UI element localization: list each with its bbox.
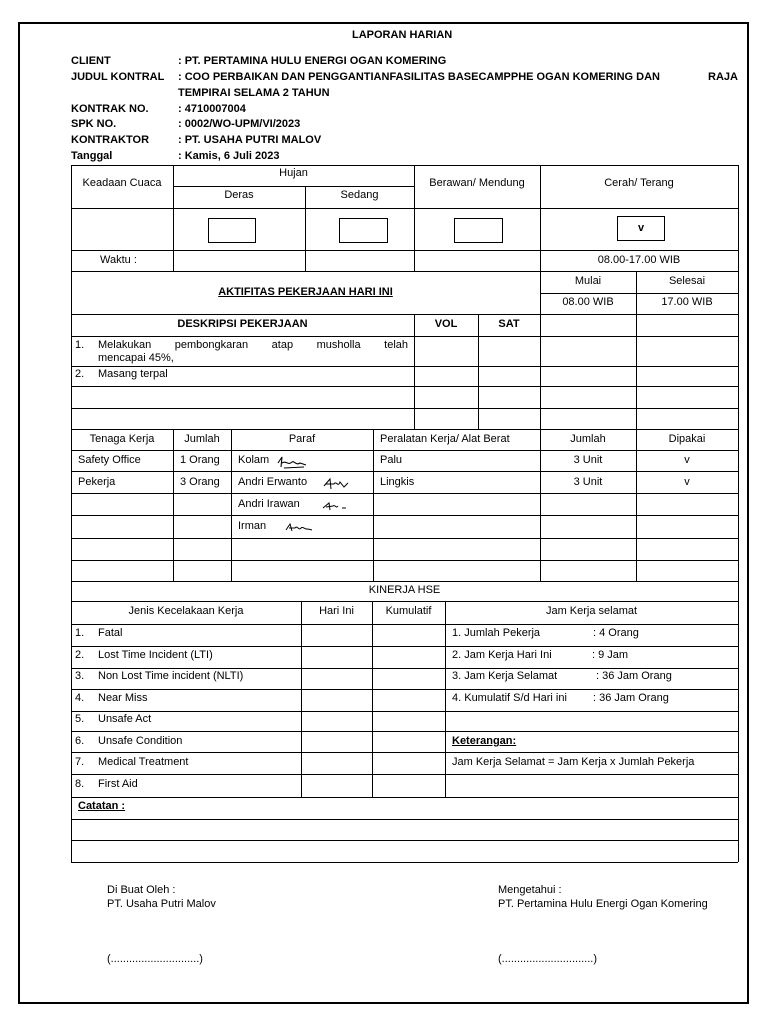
tanggal-value: : Kamis, 6 Juli 2023 — [178, 150, 280, 162]
selesai-label: Selesai — [668, 275, 706, 287]
weather-hujan: Hujan — [279, 167, 308, 179]
hse-item-2-label: Lost Time Incident (LTI) — [98, 649, 213, 661]
judul-value-line1: : COO PERBAIKAN DAN PENGGANTIANFASILITAS BASECAMPPHE OGAN KOMERING DAN — [178, 71, 660, 83]
spk-label: SPK NO. — [71, 118, 117, 130]
workforce-row-2-jumlah: 3 Orang — [180, 476, 220, 488]
jumlah-header: Jumlah — [184, 433, 220, 445]
keterangan-label: Keterangan: — [452, 735, 517, 747]
activities-title: AKTIFITAS PEKERJAAN HARI INI — [218, 286, 393, 298]
hse-item-6-label: Unsafe Condition — [98, 735, 183, 747]
kontraktor-label: KONTRAKTOR — [71, 134, 150, 146]
workforce-row-2-jumlah2: 3 Unit — [573, 476, 603, 488]
peralatan-header: Peralatan Kerja/ Alat Berat — [380, 433, 510, 445]
workforce-row-2-paraf: Andri Erwanto — [238, 476, 308, 488]
deras-checkbox[interactable] — [208, 218, 256, 243]
judul-value-line1-end: RAJA — [708, 71, 738, 83]
activity-item-2-num: 2. — [75, 368, 85, 380]
spk-value: : 0002/WO-UPM/VI/2023 — [178, 118, 301, 130]
hse-item-3-num: 3. — [75, 670, 85, 682]
jam-item-1-label: 1. Jumlah Pekerja — [452, 627, 541, 639]
dibuat-org: PT. Usaha Putri Malov — [107, 898, 216, 910]
hse-item-4-label: Near Miss — [98, 692, 148, 704]
workforce-row-2-tenaga: Pekerja — [78, 476, 116, 488]
activity-item-1-line2: mencapai 45%, — [98, 352, 174, 364]
jam-item-1-value: : 4 Orang — [593, 627, 639, 639]
client-value: : PT. PERTAMINA HULU ENERGI OGAN KOMERING — [178, 55, 447, 67]
mengetahui-signature-line: (..............................) — [498, 953, 598, 965]
hse-item-6-num: 6. — [75, 735, 85, 747]
hse-item-7-num: 7. — [75, 756, 85, 768]
berawan-checkbox[interactable] — [454, 218, 503, 243]
weather-label: Keadaan Cuaca — [82, 177, 162, 189]
jam-item-4-label: 4. Kumulatif S/d Hari ini — [452, 692, 567, 704]
catatan-label: Catatan : — [78, 800, 126, 812]
client-label: CLIENT — [71, 55, 111, 67]
kumulatif-header: Kumulatif — [385, 605, 432, 617]
workforce-row-2-dipakai: v — [684, 476, 690, 488]
dibuat-label: Di Buat Oleh : — [107, 884, 176, 896]
activity-item-1-num: 1. — [75, 339, 85, 351]
hse-item-5-num: 5. — [75, 713, 85, 725]
weather-sedang: Sedang — [340, 189, 379, 201]
workforce-row-2-alat: Lingkis — [380, 476, 415, 488]
hse-item-2-num: 2. — [75, 649, 85, 661]
vol-header: VOL — [434, 318, 458, 330]
keterangan-value: Jam Kerja Selamat = Jam Kerja x Jumlah Pekerja — [452, 756, 695, 768]
kontrak-value: : 4710007004 — [178, 103, 246, 115]
workforce-row-1-dipakai: v — [684, 454, 690, 466]
signature-andri-irawan — [320, 499, 350, 513]
signature-irman — [284, 520, 314, 534]
signature-kolam — [276, 454, 308, 470]
judul-value-line2: TEMPIRAI SELAMA 2 TAHUN — [178, 87, 330, 99]
dibuat-signature-line: (.............................) — [107, 953, 203, 965]
activity-item-1-line1: Melakukan pembongkaran atap musholla telah — [98, 339, 408, 351]
hse-item-8-num: 8. — [75, 778, 85, 790]
paraf-header: Paraf — [288, 433, 316, 445]
waktu-value: 08.00-17.00 WIB — [597, 254, 681, 266]
workforce-row-1-jumlah: 1 Orang — [180, 454, 220, 466]
dipakai-header: Dipakai — [668, 433, 706, 445]
mulai-label: Mulai — [574, 275, 602, 287]
hse-item-8-label: First Aid — [98, 778, 138, 790]
workforce-row-1-paraf: Kolam — [238, 454, 270, 466]
hse-item-5-label: Unsafe Act — [98, 713, 152, 725]
jam-item-2-value: : 9 Jam — [592, 649, 629, 661]
workforce-row-3-paraf: Andri Irawan — [238, 498, 300, 510]
workforce-row-4-paraf: Irman — [238, 520, 267, 532]
hse-item-1-label: Fatal — [98, 627, 123, 639]
cerah-check-mark: v — [637, 222, 645, 234]
weather-berawan: Berawan/ Mendung — [429, 177, 525, 189]
jenis-header: Jenis Kecelakaan Kerja — [128, 605, 244, 617]
workforce-row-1-jumlah2: 3 Unit — [573, 454, 603, 466]
weather-deras: Deras — [224, 189, 254, 201]
hse-item-3-label: Non Lost Time incident (NLTI) — [98, 670, 244, 682]
sedang-checkbox[interactable] — [339, 218, 388, 243]
tanggal-label: Tanggal — [71, 150, 113, 162]
hari-ini-header: Hari Ini — [319, 605, 354, 617]
hse-item-7-label: Medical Treatment — [98, 756, 189, 768]
mengetahui-org: PT. Pertamina Hulu Energi Ogan Komering — [498, 898, 708, 910]
tenaga-header: Tenaga Kerja — [89, 433, 155, 445]
mengetahui-label: Mengetahui : — [498, 884, 562, 896]
kontrak-label: KONTRAK NO. — [71, 103, 149, 115]
jam-item-2-label: 2. Jam Kerja Hari Ini — [452, 649, 552, 661]
waktu-label: Waktu : — [100, 254, 137, 266]
cerah-checkbox[interactable] — [617, 216, 665, 241]
workforce-row-1-tenaga: Safety Office — [78, 454, 141, 466]
hse-title: KINERJA HSE — [368, 584, 441, 596]
hse-item-1-num: 1. — [75, 627, 85, 639]
jam-item-3-value: : 36 Jam Orang — [596, 670, 672, 682]
desc-header: DESKRIPSI PEKERJAAN — [177, 318, 308, 330]
judul-label: JUDUL KONTRAL — [71, 71, 165, 83]
sat-header: SAT — [498, 318, 520, 330]
workforce-row-1-alat: Palu — [380, 454, 403, 466]
jumlah2-header: Jumlah — [570, 433, 606, 445]
mulai-value: 08.00 WIB — [562, 296, 614, 308]
signature-andri-erwanto — [322, 476, 350, 492]
selesai-value: 17.00 WIB — [661, 296, 713, 308]
hse-item-4-num: 4. — [75, 692, 85, 704]
kontraktor-value: : PT. USAHA PUTRI MALOV — [178, 134, 322, 146]
jam-item-3-label: 3. Jam Kerja Selamat — [452, 670, 558, 682]
activity-item-2-text: Masang terpal — [98, 368, 168, 380]
jam-item-4-value: : 36 Jam Orang — [593, 692, 669, 704]
weather-cerah: Cerah/ Terang — [604, 177, 674, 189]
jam-header: Jam Kerja selamat — [545, 605, 638, 617]
report-title: LAPORAN HARIAN — [352, 29, 453, 41]
